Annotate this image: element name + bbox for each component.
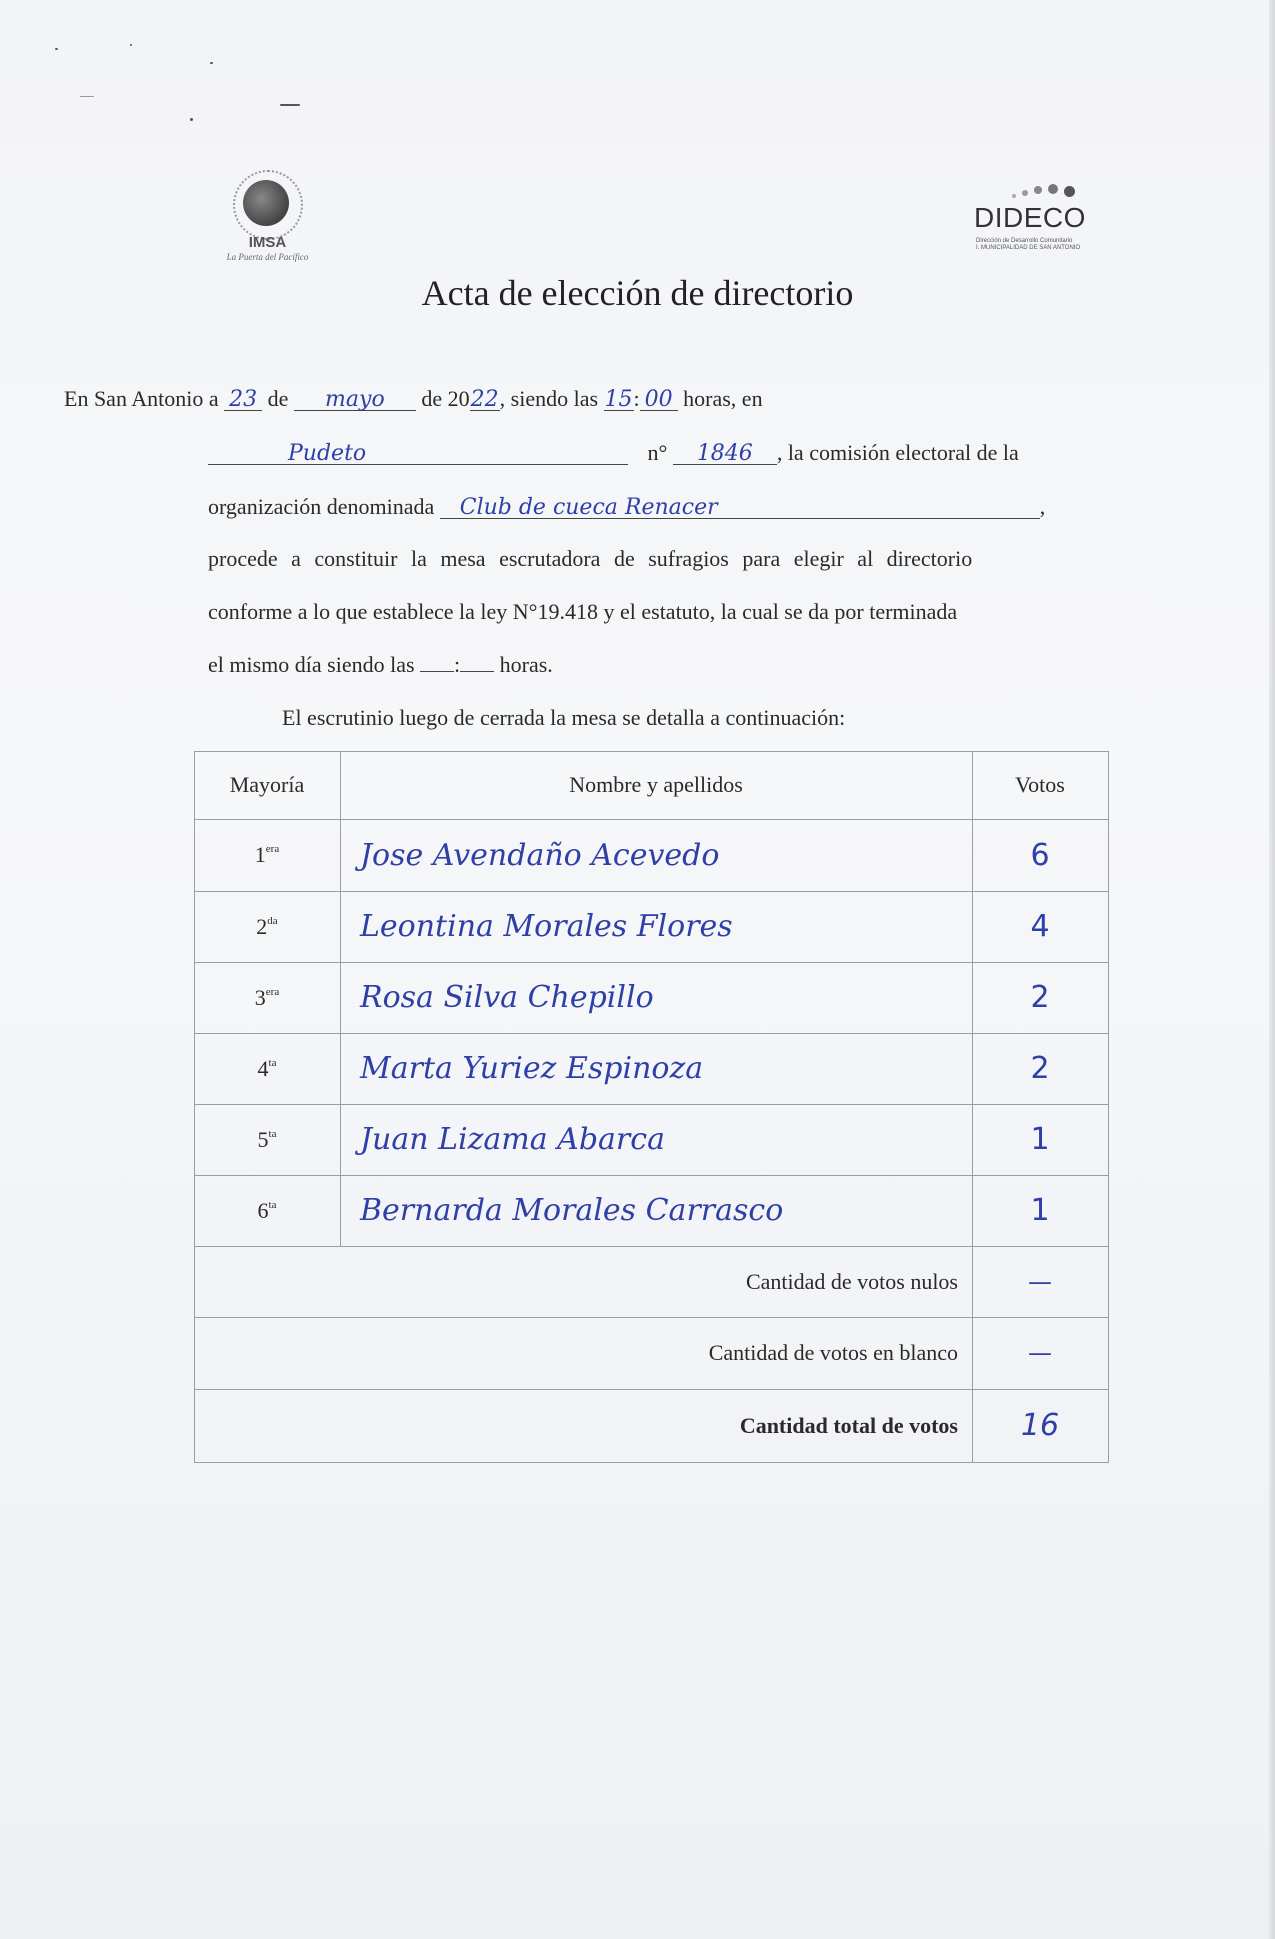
text-horas: horas. (499, 652, 553, 677)
imsa-emblem-icon (243, 180, 289, 226)
paragraph-line-5: conforme a lo que establece la ley N°19.418 y el estatuto, la cual se da por terminada (208, 599, 958, 624)
vote-count: 2 (1030, 1051, 1050, 1086)
table-intro: El escrutinio luego de cerrada la mesa se detalla a continuación: (282, 705, 846, 730)
paragraph-line-6 (208, 652, 553, 678)
dideco-logo-name: DIDECO (974, 202, 1086, 233)
scan-speck (80, 96, 94, 97)
year-field: 22 (470, 387, 499, 412)
rank-cell (194, 962, 340, 1033)
dideco-logo (970, 180, 1095, 260)
rank-suffix: ta (268, 1198, 277, 1211)
minute-field: 00 (640, 390, 678, 411)
day-field: 23 (224, 390, 262, 411)
candidate-name: Marta Yuriez Espinoza (360, 1051, 704, 1086)
rank-suffix: era (265, 843, 280, 855)
vote-count: 2 (1030, 980, 1050, 1015)
dideco-logo-line1: Dirección de Desarrollo Comunitario (976, 238, 1073, 244)
dideco-logo-line2: I. MUNICIPALIDAD DE SAN ANTONIO (976, 245, 1081, 251)
month-field: mayo (294, 390, 416, 411)
rank-number: 2 (256, 913, 268, 939)
candidate-name: Jose Avendaño Acevedo (360, 837, 720, 873)
header-rank: Mayoría (229, 772, 305, 797)
rank-number: 5 (257, 1126, 269, 1152)
scan-speck (190, 118, 193, 121)
text-comision-electoral: , la comisión electoral de la (776, 440, 1019, 465)
summary-label: Cantidad de votos nulos (745, 1268, 958, 1294)
text-colon: : (454, 652, 461, 677)
end-hour-blank (420, 671, 454, 672)
candidate-name: Juan Lizama Abarca (360, 1122, 665, 1157)
summary-label: Cantidad total de votos (739, 1412, 958, 1438)
imsa-logo-name: IMSA (248, 234, 287, 251)
rank-suffix: ta (268, 1127, 277, 1140)
text-number-label: n° (647, 440, 668, 465)
rank-suffix: era (265, 985, 280, 998)
rank-cell (194, 1033, 340, 1104)
paragraph-line-2 (208, 440, 1019, 466)
header-votes: Votos (1015, 772, 1065, 797)
vote-count: 4 (1030, 909, 1050, 944)
paragraph-line-1: En San Antonio a 23 de mayo de 2022, siendo las 15: 00 horas, en (64, 386, 763, 412)
summary-label: Cantidad de votos en blanco (708, 1340, 958, 1365)
summary-value: — (1028, 1339, 1052, 1367)
organization-field: Club de cueca Renacer (440, 498, 1040, 519)
summary-value: — (1028, 1267, 1052, 1296)
scan-speck (280, 104, 300, 106)
document-title: Acta de elección de directorio (421, 273, 854, 313)
text-mismo-dia: el mismo día siendo las (208, 652, 415, 677)
hour-field: 15 (604, 387, 633, 412)
rank-number: 6 (257, 1197, 269, 1223)
imsa-logo (210, 158, 330, 268)
vote-count: 1 (1030, 1193, 1050, 1228)
paragraph-line-4: procede a constituir la mesa escrutadora de sufragios para elegir al directorio (208, 546, 973, 571)
text-siendo-las: , siendo las (499, 386, 599, 411)
text-de-20: de 20 (421, 386, 470, 411)
street-field: Pudeto (208, 444, 628, 465)
text-organizacion-denominada: organización denominada (208, 494, 435, 519)
vote-count: 1 (1030, 1122, 1050, 1157)
scan-speck (210, 62, 213, 64)
text-en-san-antonio: En San Antonio a (64, 386, 219, 411)
candidate-name: Leontina Morales Flores (360, 909, 733, 944)
rank-number: 1 (254, 842, 266, 867)
rank-cell (194, 1175, 340, 1246)
imsa-logo-tagline: La Puerta del Pacífico (226, 252, 309, 262)
scan-speck (130, 44, 132, 46)
header-name: Nombre y apellidos (569, 772, 743, 797)
scan-speck (55, 48, 58, 50)
rank-cell (194, 891, 340, 962)
rank-suffix: da (267, 914, 278, 927)
rank-number: 3 (254, 984, 266, 1010)
rank-cell (194, 1104, 340, 1175)
dideco-dots-icon (1012, 180, 1092, 204)
rank-cell (194, 819, 340, 891)
text-de: de (267, 386, 289, 411)
summary-value: 16 (1020, 1408, 1060, 1443)
number-field: 1846 (673, 444, 777, 465)
text-horas-en: horas, en (683, 386, 763, 411)
paragraph-line-3 (208, 494, 1045, 520)
results-table (194, 751, 1109, 1463)
rank-suffix: ta (268, 1056, 277, 1069)
candidate-name: Rosa Silva Chepillo (360, 980, 654, 1015)
vote-count: 6 (1030, 837, 1050, 873)
rank-number: 4 (257, 1055, 269, 1081)
end-minute-blank (460, 671, 494, 672)
candidate-name: Bernarda Morales Carrasco (360, 1193, 784, 1228)
text-comma: , (1039, 494, 1046, 519)
